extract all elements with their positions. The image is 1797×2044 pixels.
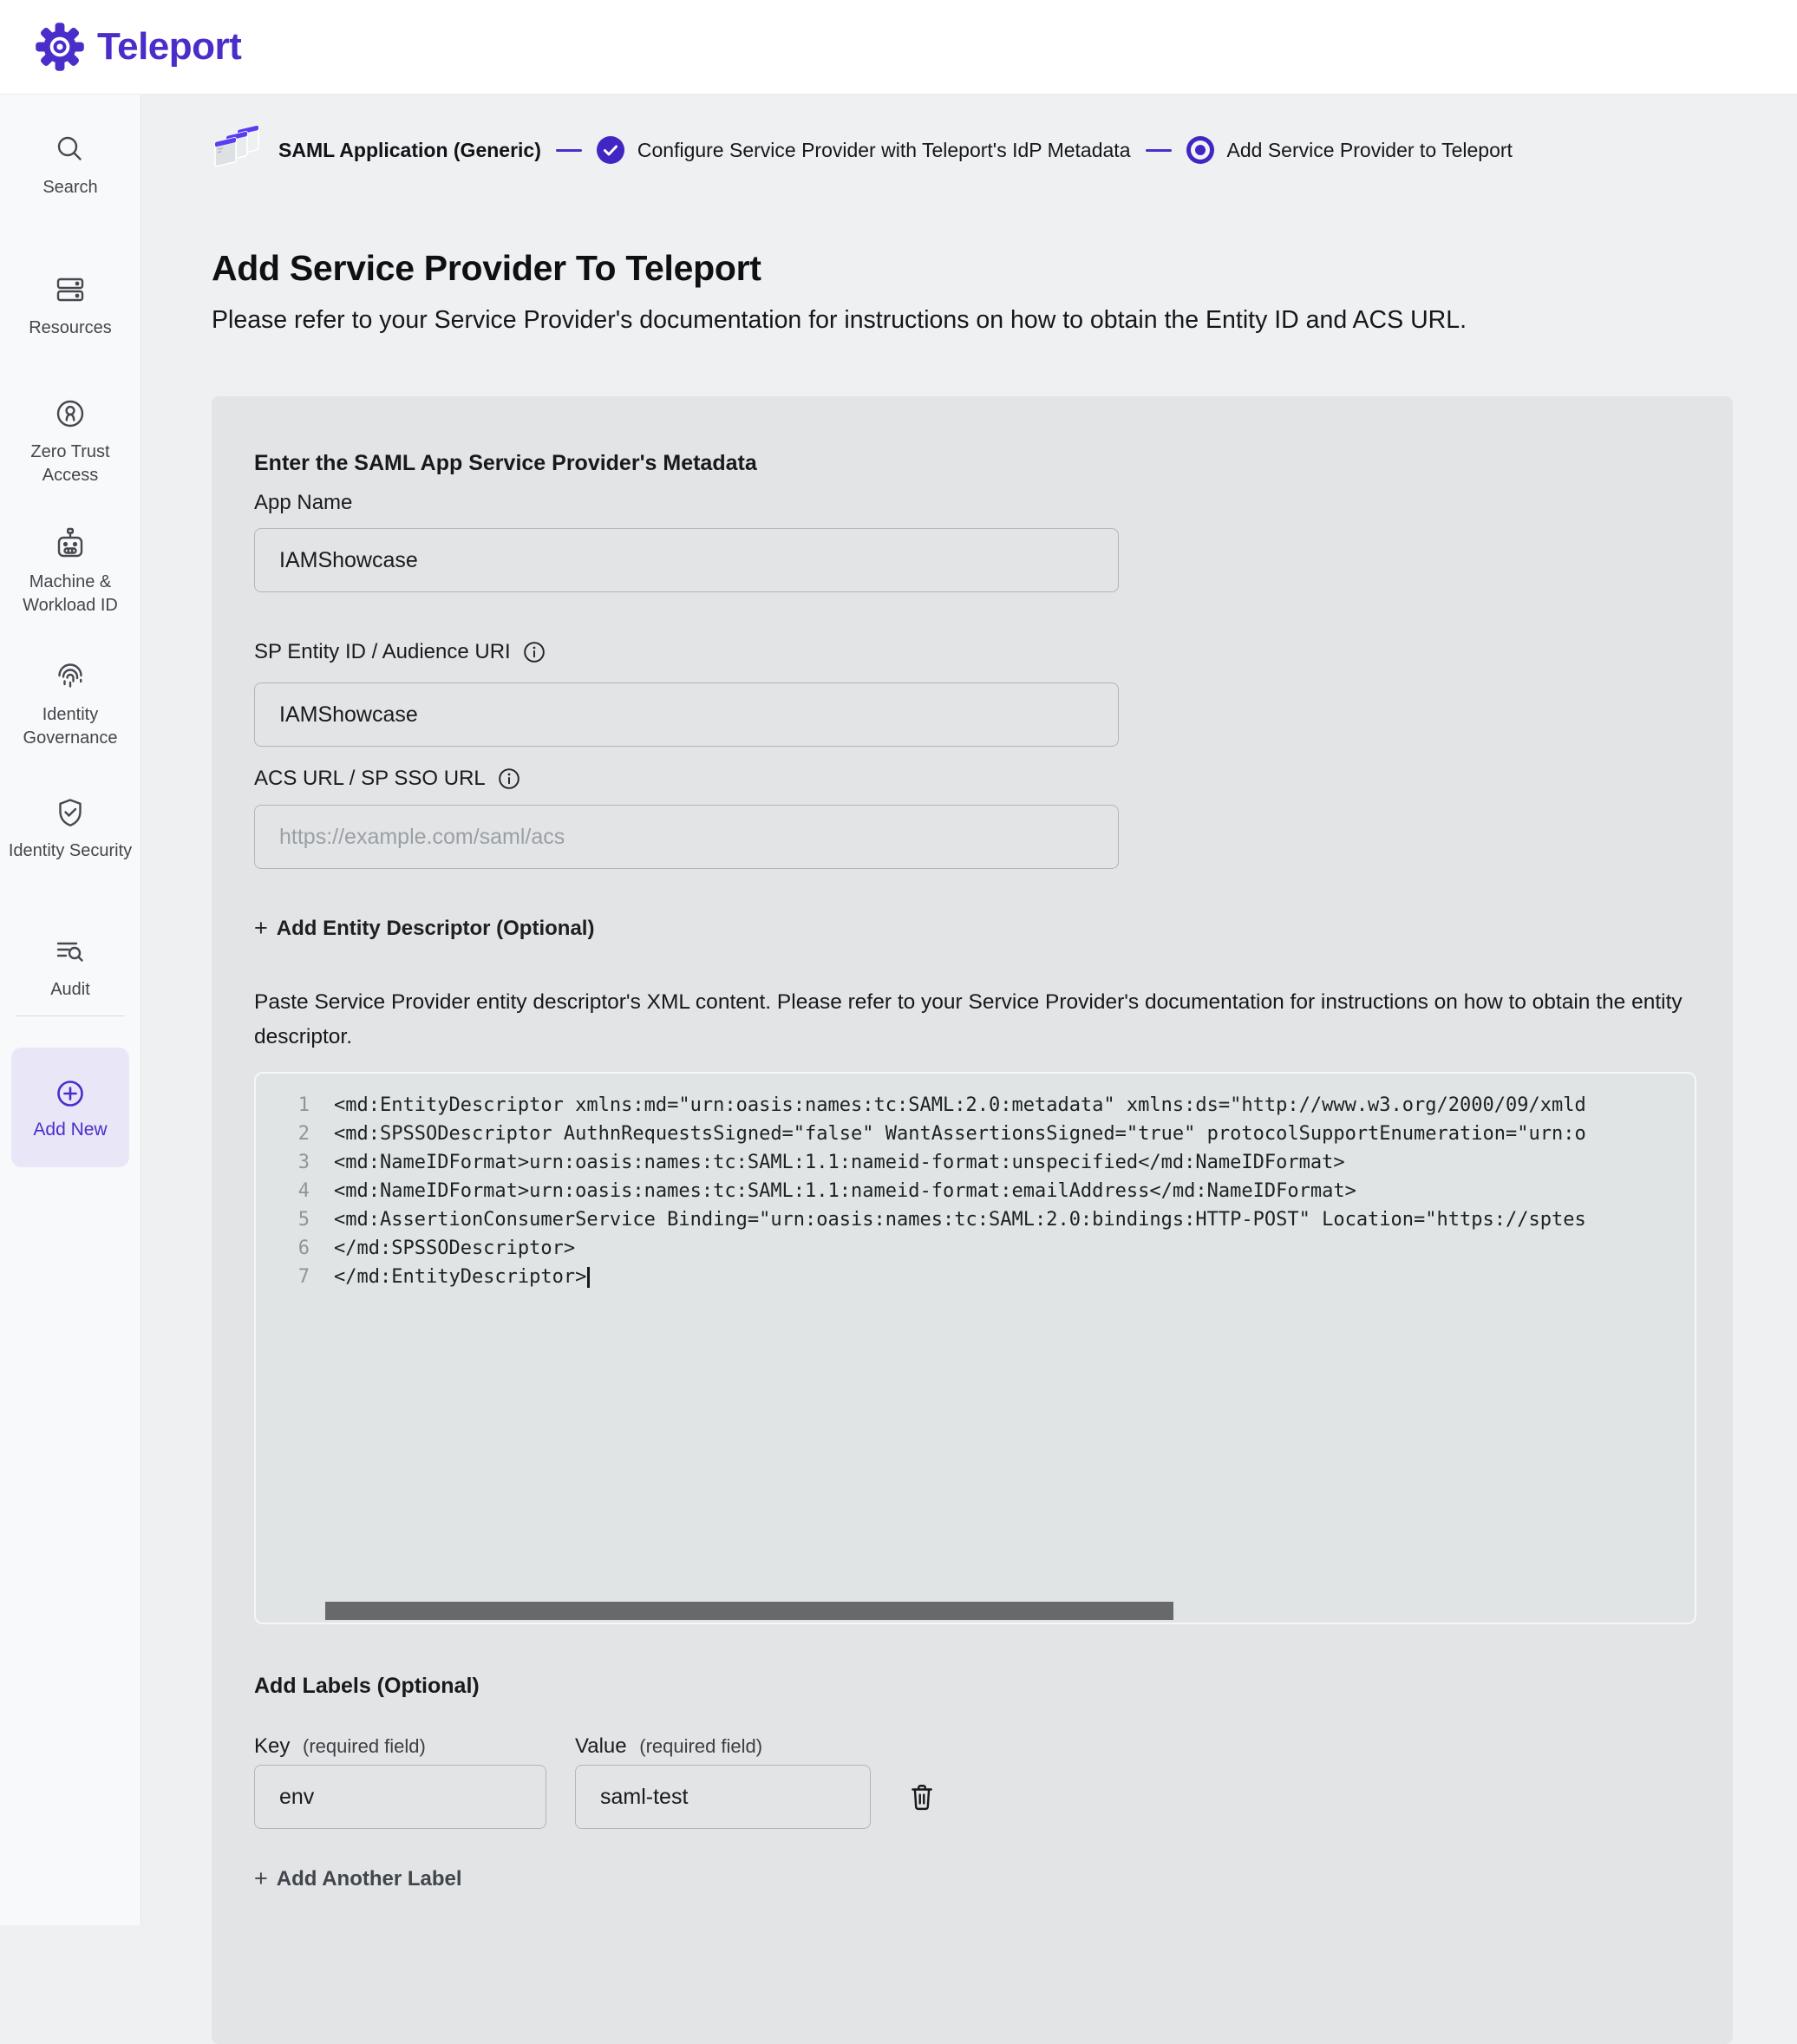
lock-circle-icon [51, 395, 89, 433]
label-key-input[interactable] [254, 1765, 546, 1829]
fingerprint-icon [51, 657, 89, 695]
app-name-label: App Name [254, 491, 353, 514]
plus-icon: + [254, 1865, 268, 1891]
entity-id-label: SP Entity ID / Audience URI [254, 639, 1690, 665]
stepper-step-label: Add Service Provider to Teleport [1226, 138, 1513, 161]
paste-instructions-text: Paste Service Provider entity descriptor's XML content. Please refer to your Service Provider's documentation for instructions on how to obtain the entity descriptor. [254, 990, 1683, 1048]
app-name-input[interactable] [254, 528, 1119, 592]
sidebar-item-search[interactable]: Search [0, 130, 140, 199]
server-stack-icon [51, 271, 89, 309]
code-line: 4 <md:NameIDFormat>urn:oasis:names:tc:SAML:1.1:nameid-format:emailAddress</md:NameIDFormat> [297, 1180, 1356, 1202]
add-another-label-button[interactable]: + Add Another Label [254, 1865, 462, 1891]
main-content [141, 94, 1797, 1925]
label-row [254, 1765, 1690, 1829]
info-icon[interactable] [523, 641, 546, 663]
teleport-gear-icon [35, 22, 85, 72]
horizontal-scrollbar-thumb[interactable] [325, 1602, 1173, 1620]
acs-url-label: ACS URL / SP SSO URL [254, 766, 1690, 792]
teleport-logo[interactable] [35, 22, 241, 72]
add-entity-descriptor-button[interactable]: + Add Entity Descriptor (Optional) [254, 915, 595, 941]
sidebar-divider [16, 1015, 125, 1016]
app-header [0, 0, 1797, 95]
value-label: Value [575, 1734, 627, 1758]
info-icon[interactable] [498, 767, 520, 790]
robot-icon [51, 525, 89, 563]
search-icon [51, 130, 89, 168]
plus-icon: + [254, 915, 268, 941]
sidebar-item-audit[interactable]: Audit [0, 932, 140, 1002]
code-line: 3 <md:NameIDFormat>urn:oasis:names:tc:SAML:1.1:nameid-format:unspecified</md:NameIDFormat> [297, 1152, 1345, 1173]
shield-check-icon [51, 793, 89, 832]
stacked-app-windows-icon [212, 125, 265, 175]
add-labels-section-title: Add Labels (Optional) [254, 1674, 480, 1698]
sidebar-item-zero-trust-access[interactable]: Zero Trust Access [0, 395, 140, 487]
sidebar-item-resources[interactable]: Resources [0, 271, 140, 340]
logo-text: Teleport [97, 25, 242, 68]
code-line: 5 <md:AssertionConsumerService Binding="urn:oasis:names:tc:SAML:2.0:bindings:HTTP-POST" Location="https://sptes [297, 1209, 1586, 1231]
key-required-hint: (required field) [303, 1735, 426, 1757]
stepper-flow-title [212, 125, 541, 175]
sidebar-item-identity-security[interactable]: Identity Security [0, 793, 140, 863]
sidebar [0, 94, 141, 1925]
page-subtitle: Please refer to your Service Provider's documentation for instructions on how to obtain the Entity ID and ACS URL. [212, 306, 1467, 334]
entity-id-input[interactable] [254, 682, 1119, 747]
key-label: Key [254, 1734, 291, 1758]
stepper-step-configure-idp[interactable] [597, 136, 1131, 164]
stepper-dash-icon [1146, 149, 1172, 152]
entity-descriptor-editor[interactable] [254, 1072, 1696, 1624]
acs-url-input[interactable] [254, 805, 1119, 869]
stepper-step-add-sp[interactable] [1186, 136, 1513, 164]
trash-icon [907, 1782, 937, 1812]
code-lines [256, 1091, 1695, 1291]
code-line: 1 <md:EntityDescriptor xmlns:md="urn:oasis:names:tc:SAML:2.0:metadata" xmlns:ds="http://www.w3.org/2000/09/xmld [297, 1094, 1586, 1116]
radio-selected-icon [1186, 136, 1214, 164]
code-line: 6 </md:SPSSODescriptor> [297, 1238, 576, 1259]
delete-label-button[interactable] [907, 1782, 937, 1812]
page-title: Add Service Provider To Teleport [212, 248, 761, 288]
code-line: 2 <md:SPSSODescriptor AuthnRequestsSigned="false" WantAssertionsSigned="true" protocolSupportEnumeration="urn:o [297, 1123, 1586, 1145]
value-required-hint: (required field) [639, 1735, 763, 1757]
stepper-dash-icon [556, 149, 582, 152]
stepper-step-label: Configure Service Provider with Teleport's IdP Metadata [637, 138, 1131, 161]
sidebar-item-identity-governance[interactable]: Identity Governance [0, 657, 140, 750]
flow-stepper [212, 125, 1513, 175]
text-caret [587, 1267, 590, 1288]
label-value-input[interactable] [575, 1765, 871, 1829]
label-field-headers [254, 1734, 1690, 1760]
metadata-section-title: Enter the SAML App Service Provider's Metadata [254, 451, 757, 475]
plus-circle-icon [51, 1074, 89, 1113]
code-line: 7 </md:EntityDescriptor> [256, 1263, 1695, 1291]
sp-metadata-card [212, 396, 1733, 2044]
sidebar-add-new-button[interactable]: Add New [11, 1048, 129, 1167]
stepper-flow-label: SAML Application (Generic) [278, 138, 541, 161]
check-circle-icon [597, 136, 624, 164]
sidebar-item-machine-workload-id[interactable]: Machine & Workload ID [0, 525, 140, 617]
list-search-icon [51, 932, 89, 970]
